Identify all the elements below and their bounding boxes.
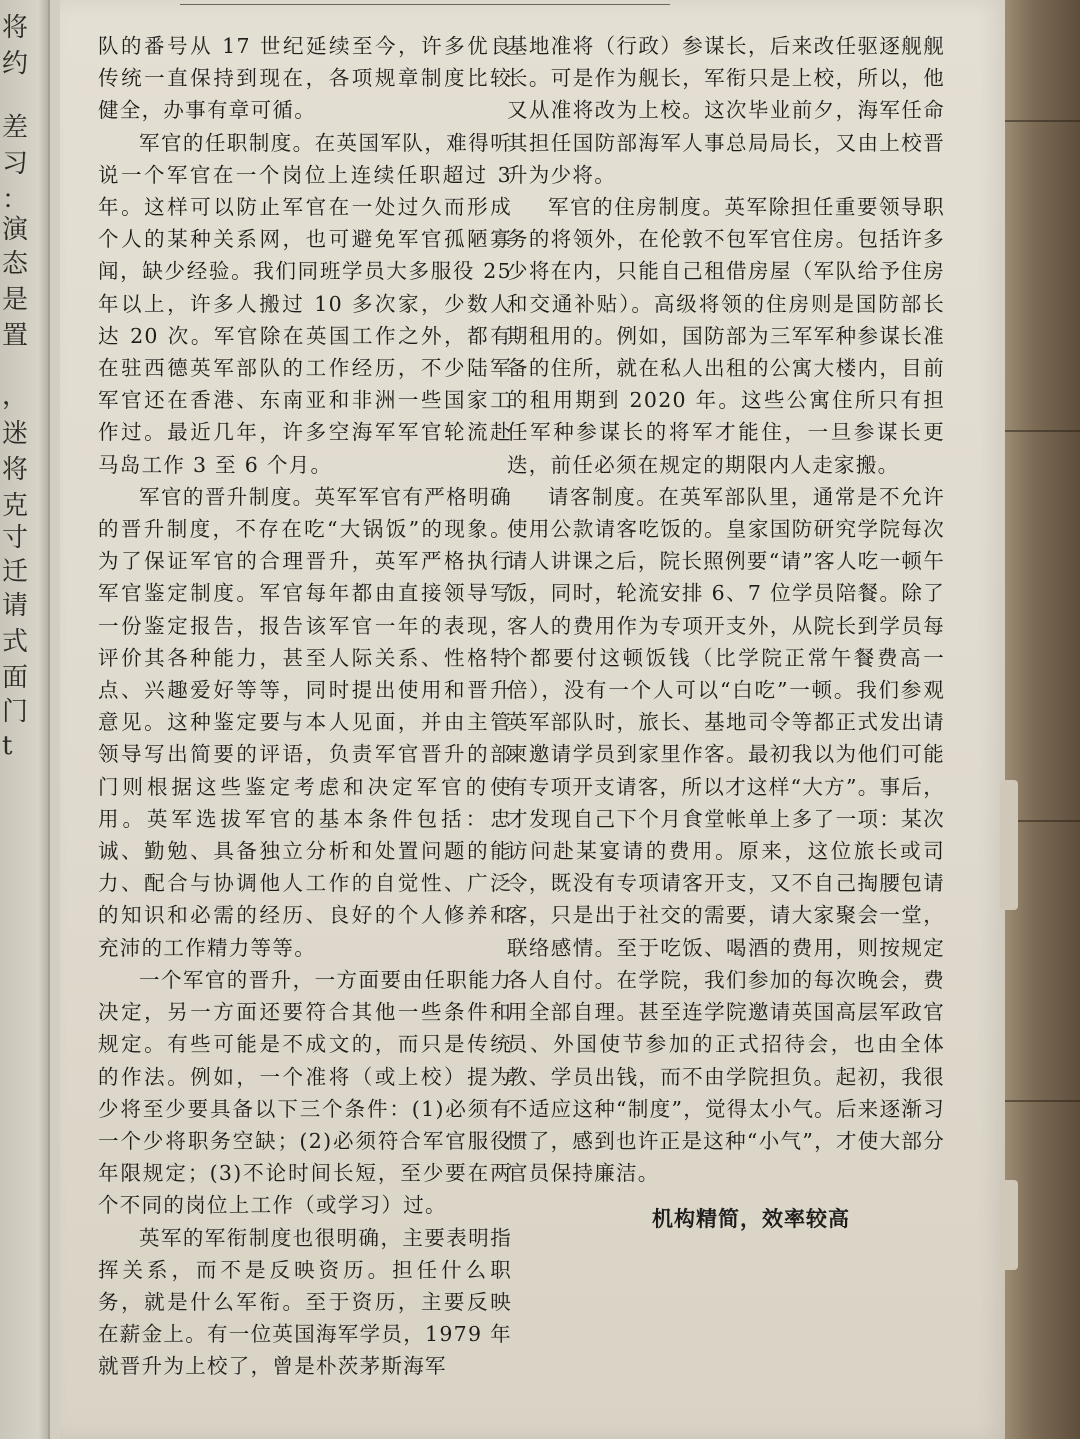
paragraph: 军官的任职制度。在英国军队，难得听说一个军官在一个岗位上连续任职超过 3 年。这样可以防止军官在一处过久而形成个人的某种关系网，也可避免军官孤陋寡闻，缺少经验。我们同班学员大多服役 25 年以上，许多人搬过 10 多次家，少数人达 20 次。军官除在英国工作之外，都有在驻西德英军部队的工作经历，不少陆军军官还在香港、东南亚和非洲一些国家工作过。最近几年，许多空海军军官轮流赴马岛工作 3 至 6 个月。 bbox=[98, 130, 512, 477]
paragraph: 军官的住房制度。英军除担任重要领导职务的将领外，在伦敦不包军官住房。包括许多少将在内，只能自己租借房屋（军队给予住房和交通补贴）。高级将领的住房则是国防部长期租用的。例如，国防部为三军军种参谋长准备的住所，就在私人出租的公寓大楼内，目前的租用期到 2020 年。这些公寓住所只有担任军种参谋长的将军才能住，一旦参谋长更迭，前任必须在规定的期限内人走家搬。 bbox=[507, 195, 945, 477]
margin-fragment: 迷 bbox=[2, 419, 29, 449]
margin-fragment: 差 bbox=[2, 113, 29, 143]
paragraph: 军官的晋升制度。英军军官有严格明确的晋升制度，不存在吃“大锅饭”的现象。为了保证军官的合理晋升，英军严格执行军官鉴定制度。军官每年都由直接领导写一份鉴定报告，报告该军官一年的表现，评价其各种能力，甚至人际关系、性格特点、兴趣爱好等等，同时提出使用和晋升意见。这种鉴定要与本人见面，并由主管领导写出简要的评语，负责军官晋升的部门则根据这些鉴定考虑和决定军官的使用。英军选拔军官的基本条件包括：忠诚、勤勉、具备独立分析和处置问题的能力、配合与协调他人工作的自觉性、广泛的知识和必需的经历、良好的个人修养和充沛的工作精力等等。 bbox=[98, 484, 512, 960]
right-text-column bbox=[507, 30, 945, 1236]
margin-fragment: 迁 bbox=[2, 557, 29, 587]
margin-fragment: 门 bbox=[2, 697, 29, 727]
margin-fragment: 克 bbox=[2, 491, 29, 521]
torn-page-edge bbox=[1000, 1180, 1018, 1270]
torn-page-edge bbox=[1000, 780, 1018, 910]
margin-fragment: 寸 bbox=[2, 523, 29, 553]
left-text-column bbox=[98, 30, 512, 1383]
margin-fragment: 请 bbox=[2, 591, 29, 621]
paragraph: 英军的军衔制度也很明确，主要表明指挥关系，而不是反映资历。担任什么职务，就是什么军衔。至于资历，主要反映在薪金上。有一位英国海军学员，1979 年就晋升为上校了，曾是朴茨茅斯海军 bbox=[98, 1225, 512, 1379]
margin-fragment: 约 bbox=[2, 49, 29, 79]
magazine-page bbox=[60, 0, 1005, 1439]
margin-fragment: ， bbox=[2, 381, 29, 411]
margin-fragment: 演 bbox=[2, 215, 29, 245]
paragraph: 队的番号从 17 世纪延续至今，许多优良传统一直保持到现在，各项规章制度比较健全，办事有章可循。 bbox=[98, 34, 512, 123]
margin-fragment: 是 bbox=[2, 285, 29, 315]
margin-fragment: 将 bbox=[2, 455, 29, 485]
adjacent-page-strip bbox=[0, 0, 50, 1439]
paragraph: 一个军官的晋升，一方面要由任职能力决定，另一方面还要符合其他一些条件和规定。有些可能是不成文的，而只是传统的作法。例如，一个准将（或上校）提为少将至少要具备以下三个条件：(1)必须有一个少将职务空缺；(2)必须符合军官服役年限规定；(3)不论时间长短，至少要在两个不同的岗位上工作（或学习）过。 bbox=[98, 967, 512, 1218]
margin-fragment: t bbox=[2, 731, 13, 761]
margin-fragment: 态 bbox=[2, 249, 29, 279]
paragraph: 基地准将（行政）参谋长，后来改任驱逐舰舰长。可是作为舰长，军衔只是上校，所以，他又从准将改为上校。这次毕业前夕，海军任命其担任国防部海军人事总局局长，又由上校晋升为少将。 bbox=[507, 34, 945, 187]
margin-fragment: 式 bbox=[2, 627, 29, 657]
margin-fragment: 置 bbox=[2, 321, 29, 351]
section-heading: 机构精简，效率较高 bbox=[652, 1207, 850, 1232]
margin-fragment: 将 bbox=[2, 13, 29, 43]
margin-fragment: 面 bbox=[2, 663, 29, 693]
margin-fragment: ： bbox=[2, 185, 29, 215]
top-rule bbox=[180, 4, 670, 5]
margin-fragment: 习 bbox=[2, 149, 29, 179]
paragraph: 请客制度。在英军部队里，通常是不允许使用公款请客吃饭的。皇家国防研究学院每次请人讲课之后，院长照例要“请”客人吃一顿午饭，同时，轮流安排 6、7 位学员陪餐。除了客人的费用作为专项开支外，从院长到学员每个都要付这顿饭钱（比学院正常午餐费高一倍），没有一个人可以“白吃”一顿。我们参观英军部队时，旅长、基地司令等都正式发出请柬邀请学员到家里作客。最初我以为他们可能有专项开支请客，所以才这样“大方”。事后，才发现自己下个月食堂帐单上多了一项：某次访问赴某宴请的费用。原来，这位旅长或司令，既没有专项请客开支，又不自己掏腰包请客，只是出于社交的需要，请大家聚会一堂，联络感情。至于吃饭、喝酒的费用，则按规定各人自付。在学院，我们参加的每次晚会，费用全部自理。甚至连学院邀请英国高层军政官员、外国使节参加的正式招待会，也由全体教、学员出钱，而不由学院担负。起初，我很不适应这种“制度”，觉得太小气。后来逐渐习惯了，感到也许正是这种“小气”，才使大部分官员保持廉洁。 bbox=[507, 484, 945, 1186]
